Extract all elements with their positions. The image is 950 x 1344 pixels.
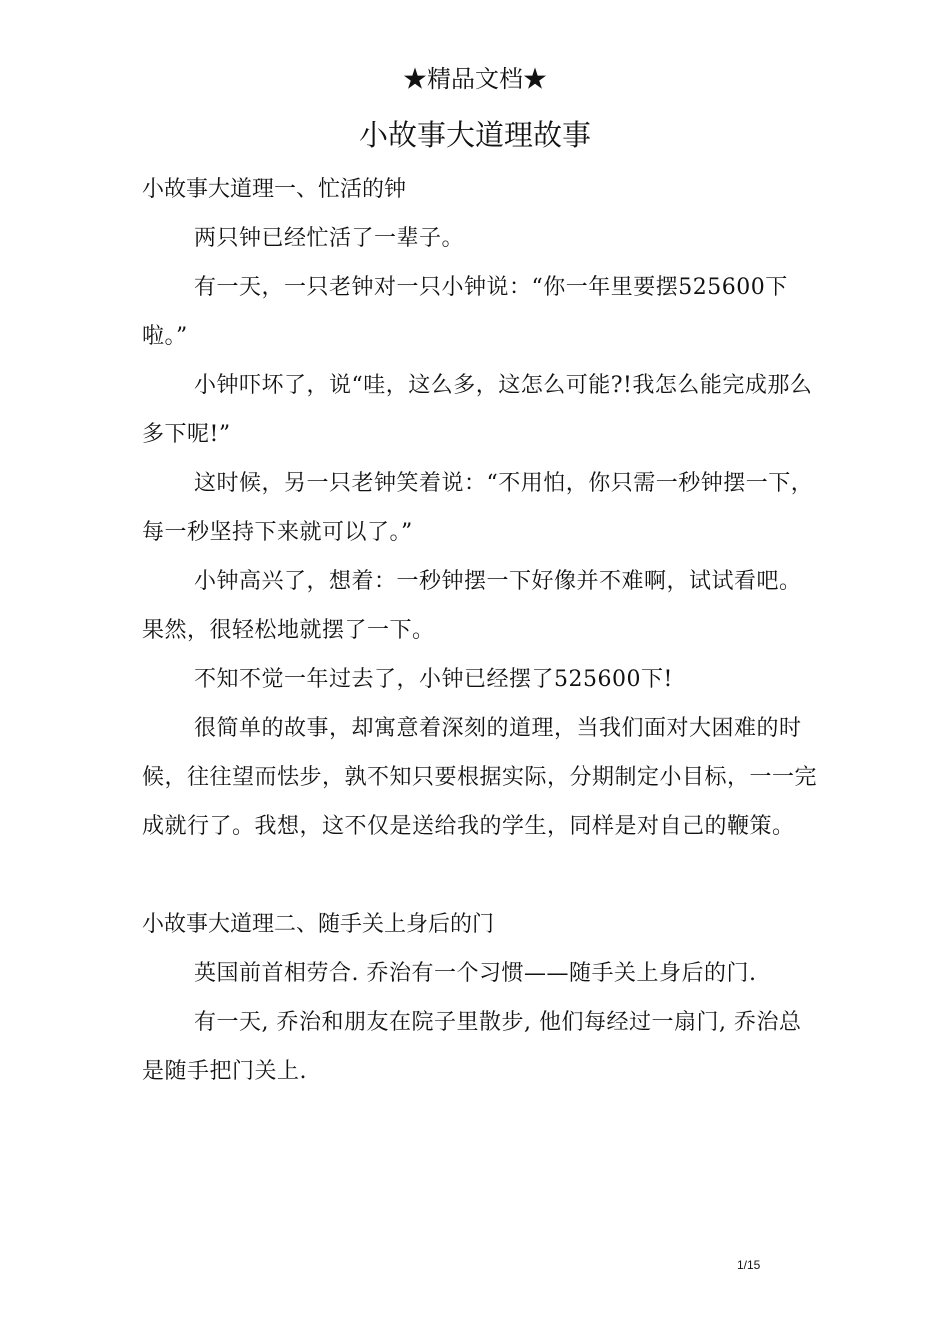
paragraph: 有一天, 乔治和朋友在院子里散步, 他们每经过一扇门, 乔治总是随手把门关上. — [142, 1010, 802, 1084]
section-spacer — [142, 851, 822, 900]
paragraph: 小钟吓坏了，说“哇，这么多，这怎么可能?!我怎么能完成那么多下呢!” — [142, 373, 813, 447]
paragraph: 不知不觉一年过去了，小钟已经摆了525600下! — [194, 667, 673, 692]
paragraph: 英国前首相劳合. 乔治有一个习惯——随手关上身后的门. — [194, 961, 757, 986]
paragraph: 小钟高兴了，想着：一秒钟摆一下好像并不难啊，试试看吧。果然，很轻松地就摆了一下。 — [142, 569, 802, 643]
paragraph: 很简单的故事，却寓意着深刻的道理，当我们面对大困难的时候，往往望而怯步，孰不知只要根据实际，分期制定小目标，一一完成就行了。我想，这不仅是送给我的学生，同样是对自己的鞭策。 — [142, 716, 818, 839]
section-heading: 小故事大道理一、忙活的钟 — [142, 177, 407, 202]
paragraph: 这时候，另一只老钟笑着说：“不用怕，你只需一秒钟摆一下，每一秒坚持下来就可以了。” — [142, 471, 814, 545]
header-mark: ★精品文档★ — [403, 65, 547, 93]
paragraph: 有一天，一只老钟对一只小钟说：“你一年里要摆525600下啦。” — [142, 275, 788, 349]
paragraph: 两只钟已经忙活了一辈子。 — [194, 226, 465, 251]
page-number: 1/15 — [737, 1258, 761, 1272]
document-title: 小故事大道理故事 — [358, 118, 591, 152]
document-body — [142, 165, 822, 1096]
section-heading: 小故事大道理二、随手关上身后的门 — [142, 912, 495, 937]
